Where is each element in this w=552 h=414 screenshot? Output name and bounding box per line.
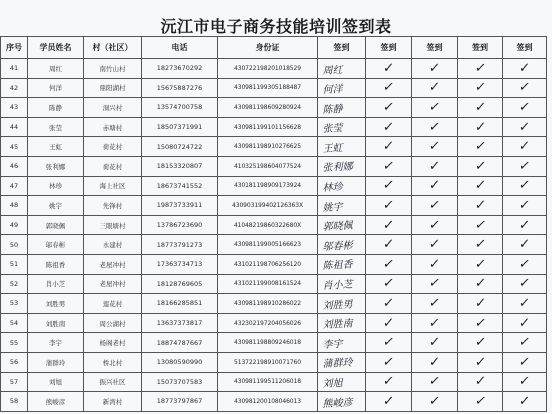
trainee-name: 刘旭 — [28, 372, 84, 392]
row-number: 54 — [1, 313, 28, 333]
check-mark-icon: ✓ — [428, 158, 441, 174]
checkin-cell — [366, 294, 412, 314]
trainee-name: 刘胜男 — [28, 294, 84, 314]
signature: 何洋 — [317, 77, 366, 99]
check-mark-icon: ✓ — [427, 374, 442, 390]
village: 荷花村 — [84, 156, 142, 176]
checkin-cell — [412, 156, 458, 176]
check-mark-icon: ✓ — [517, 158, 532, 175]
check-mark-icon: ✓ — [473, 138, 487, 155]
table-row — [1, 235, 547, 255]
table-row — [1, 196, 547, 216]
check-mark-icon: ✓ — [473, 217, 487, 233]
check-mark-icon: ✓ — [518, 217, 531, 233]
checkin-cell — [503, 78, 547, 98]
checkin-cell — [366, 254, 412, 274]
check-mark-icon: ✓ — [517, 197, 532, 213]
trainee-name: 蒲群玲 — [28, 352, 84, 372]
check-mark-icon: ✓ — [518, 295, 531, 312]
checkin-cell — [503, 254, 547, 274]
check-mark-icon: ✓ — [428, 256, 441, 273]
checkin-cell — [503, 176, 547, 196]
check-mark-icon: ✓ — [518, 119, 531, 135]
row-number: 56 — [1, 352, 28, 372]
checkin-cell — [458, 254, 503, 274]
check-mark-icon: ✓ — [518, 315, 531, 331]
row-number: 48 — [1, 196, 28, 216]
checkin-cell — [458, 333, 503, 353]
signature: 刘胜南 — [317, 312, 366, 334]
village: 永建村 — [84, 235, 142, 255]
id-number: 430722198201018529 — [218, 59, 318, 79]
signature: 蒲群玲 — [317, 351, 366, 373]
signature: 邬春彬 — [317, 234, 366, 256]
checkin-cell — [412, 59, 458, 79]
checkin-cell — [503, 215, 547, 235]
check-mark-icon: ✓ — [473, 295, 487, 312]
table-row — [1, 78, 547, 98]
table-row — [1, 59, 547, 79]
row-number: 57 — [1, 372, 28, 392]
village: 振兴社区 — [84, 372, 142, 392]
checkin-cell — [412, 117, 458, 137]
sign-in-table — [0, 36, 547, 412]
phone: 18773797867 — [142, 392, 218, 412]
checkin-cell — [503, 294, 547, 314]
id-number: 430181198909173924 — [218, 176, 318, 196]
checkin-cell — [458, 117, 503, 137]
checkin-cell — [503, 235, 547, 255]
table-row — [1, 254, 547, 274]
check-mark-icon: ✓ — [382, 295, 395, 312]
checkin-cell — [458, 235, 503, 255]
check-mark-icon: ✓ — [428, 334, 441, 351]
checkin-cell — [366, 313, 412, 333]
row-number: 53 — [1, 294, 28, 314]
table-row — [1, 313, 547, 333]
signature: 刘旭 — [317, 371, 366, 393]
sheet-title: 沅江市电子商务技能培训签到表 — [160, 17, 392, 36]
check-mark-icon: ✓ — [518, 393, 531, 410]
row-number: 41 — [1, 59, 28, 79]
checkin-cell — [503, 156, 547, 176]
check-mark-icon: ✓ — [382, 60, 395, 77]
checkin-cell — [412, 235, 458, 255]
checkin-cell — [366, 235, 412, 255]
header-signin-2: 签到 — [366, 37, 412, 59]
checkin-cell — [503, 196, 547, 216]
id-number: 431021199008161524 — [218, 274, 318, 294]
check-mark-icon: ✓ — [517, 99, 532, 116]
checkin-cell — [412, 254, 458, 274]
checkin-cell — [412, 333, 458, 353]
checkin-cell — [503, 333, 547, 353]
row-number: 43 — [1, 98, 28, 118]
check-mark-icon: ✓ — [427, 295, 442, 312]
check-mark-icon: ✓ — [517, 178, 532, 194]
check-mark-icon: ✓ — [518, 236, 531, 253]
check-mark-icon: ✓ — [381, 256, 396, 273]
checkin-cell — [412, 137, 458, 157]
signature: 郭晓佩 — [317, 214, 366, 236]
check-mark-icon: ✓ — [428, 237, 441, 253]
table-row — [1, 333, 547, 353]
check-mark-icon: ✓ — [473, 236, 487, 253]
check-mark-icon: ✓ — [518, 138, 531, 155]
check-mark-icon: ✓ — [382, 393, 395, 410]
phone: 18166285851 — [142, 294, 218, 314]
row-number: 46 — [1, 156, 28, 176]
table-body — [1, 59, 547, 412]
check-mark-icon: ✓ — [382, 236, 395, 253]
phone: 18153320807 — [142, 156, 218, 176]
id-number: 41048219860322680X — [218, 215, 318, 235]
checkin-cell — [458, 78, 503, 98]
row-number: 44 — [1, 117, 28, 137]
header-signin-5: 签到 — [503, 37, 547, 59]
checkin-cell — [366, 156, 412, 176]
check-mark-icon: ✓ — [381, 80, 396, 96]
row-number: 55 — [1, 333, 28, 353]
row-number: 49 — [1, 215, 28, 235]
checkin-cell — [412, 352, 458, 372]
checkin-cell — [458, 313, 503, 333]
phone: 13637373817 — [142, 313, 218, 333]
id-number: 430981199305188487 — [218, 78, 318, 98]
check-mark-icon: ✓ — [381, 178, 396, 194]
check-mark-icon: ✓ — [428, 80, 441, 96]
checkin-cell — [366, 372, 412, 392]
checkin-cell — [458, 352, 503, 372]
id-number: 430981199511206018 — [218, 372, 318, 392]
village: 杨阁老村 — [84, 333, 142, 353]
checkin-cell — [458, 294, 503, 314]
trainee-name: 刘胜南 — [28, 313, 84, 333]
checkin-cell — [366, 196, 412, 216]
row-number: 52 — [1, 274, 28, 294]
checkin-cell — [412, 215, 458, 235]
signature: 李宇 — [317, 332, 366, 354]
phone: 17363734713 — [142, 254, 218, 274]
table-row — [1, 215, 547, 235]
village: 南竹山村 — [84, 59, 142, 79]
table-row — [1, 352, 547, 372]
checkin-cell — [366, 98, 412, 118]
table-row — [1, 137, 547, 157]
village: 老屋冲村 — [84, 274, 142, 294]
phone: 18773791273 — [142, 235, 218, 255]
phone: 13080590990 — [142, 352, 218, 372]
trainee-name: 姚宇 — [28, 196, 84, 216]
village: 莲花村 — [84, 294, 142, 314]
trainee-name: 张莹 — [28, 117, 84, 137]
table-row — [1, 294, 547, 314]
village: 鼎阳湖村 — [84, 78, 142, 98]
trainee-name: 何洋 — [28, 78, 84, 98]
table-row — [1, 176, 547, 196]
checkin-cell — [458, 274, 503, 294]
check-mark-icon: ✓ — [518, 60, 531, 77]
check-mark-icon: ✓ — [381, 197, 396, 213]
check-mark-icon: ✓ — [382, 315, 395, 331]
phone: 18273670292 — [142, 59, 218, 79]
id-number: 410325198604077524 — [218, 156, 318, 176]
header-no: 序号 — [1, 37, 28, 59]
checkin-cell — [503, 59, 547, 79]
checkin-cell — [458, 59, 503, 79]
check-mark-icon: ✓ — [381, 354, 396, 370]
header-phone: 电话 — [142, 37, 218, 59]
check-mark-icon: ✓ — [381, 99, 396, 116]
phone: 15080724722 — [142, 137, 218, 157]
check-mark-icon: ✓ — [473, 99, 487, 116]
check-mark-icon: ✓ — [517, 276, 532, 292]
id-number: 430981198910276625 — [218, 137, 318, 157]
checkin-cell — [458, 215, 503, 235]
check-mark-icon: ✓ — [427, 275, 442, 292]
phone: 19873733911 — [142, 196, 218, 216]
checkin-cell — [412, 98, 458, 118]
checkin-cell — [412, 78, 458, 98]
trainee-name: 林珍 — [28, 176, 84, 196]
id-number: 430981198609280924 — [218, 98, 318, 118]
checkin-cell — [366, 59, 412, 79]
row-number: 42 — [1, 78, 28, 98]
check-mark-icon: ✓ — [517, 354, 532, 370]
checkin-cell — [412, 313, 458, 333]
phone: 18507371991 — [142, 117, 218, 137]
trainee-name: 周红 — [28, 59, 84, 79]
phone: 15675887276 — [142, 78, 218, 98]
village: 周公湖村 — [84, 313, 142, 333]
check-mark-icon: ✓ — [473, 256, 487, 272]
trainee-name: 李宇 — [28, 333, 84, 353]
checkin-cell — [412, 372, 458, 392]
trainee-name: 肖小芝 — [28, 274, 84, 294]
phone: 13786723690 — [142, 215, 218, 235]
check-mark-icon: ✓ — [381, 158, 396, 175]
checkin-cell — [503, 313, 547, 333]
check-mark-icon: ✓ — [427, 139, 442, 155]
checkin-cell — [503, 352, 547, 372]
trainee-name: 陈祖香 — [28, 254, 84, 274]
signature: 陈祖香 — [317, 253, 366, 275]
checkin-cell — [412, 274, 458, 294]
trainee-name: 熊峻彦 — [28, 392, 84, 412]
check-mark-icon: ✓ — [381, 334, 396, 351]
check-mark-icon: ✓ — [473, 197, 487, 214]
check-mark-icon: ✓ — [473, 158, 487, 174]
header-name: 学员姓名 — [28, 37, 84, 59]
checkin-cell — [412, 196, 458, 216]
check-mark-icon: ✓ — [473, 80, 487, 96]
check-mark-icon: ✓ — [517, 80, 532, 96]
trainee-name: 张利娜 — [28, 156, 84, 176]
checkin-cell — [366, 176, 412, 196]
phone: 13574700758 — [142, 98, 218, 118]
checkin-cell — [503, 98, 547, 118]
check-mark-icon: ✓ — [381, 276, 396, 292]
check-mark-icon: ✓ — [427, 393, 442, 409]
phone: 15073707583 — [142, 372, 218, 392]
checkin-cell — [366, 117, 412, 137]
village: 三眼塘村 — [84, 215, 142, 235]
header-signin-4: 签到 — [458, 37, 503, 59]
row-number: 51 — [1, 254, 28, 274]
signature: 张莹 — [317, 116, 366, 138]
village: 赤塘村 — [84, 117, 142, 137]
village: 洞兴村 — [84, 98, 142, 118]
checkin-cell — [366, 392, 412, 412]
header-signin-3: 签到 — [412, 37, 458, 59]
checkin-cell — [458, 372, 503, 392]
check-mark-icon: ✓ — [473, 119, 487, 135]
check-mark-icon: ✓ — [427, 119, 442, 135]
check-mark-icon: ✓ — [427, 99, 442, 116]
row-number: 58 — [1, 392, 28, 412]
checkin-cell — [366, 274, 412, 294]
village: 老屋冲村 — [84, 254, 142, 274]
signature: 陈静 — [317, 96, 366, 118]
checkin-cell — [458, 137, 503, 157]
check-mark-icon: ✓ — [382, 138, 395, 155]
check-mark-icon: ✓ — [428, 354, 441, 371]
check-mark-icon: ✓ — [517, 334, 532, 351]
check-mark-icon: ✓ — [381, 374, 396, 390]
check-mark-icon: ✓ — [473, 178, 487, 194]
signature: 张利娜 — [317, 155, 366, 177]
check-mark-icon: ✓ — [473, 60, 487, 76]
checkin-cell — [366, 215, 412, 235]
checkin-cell — [503, 274, 547, 294]
village: 荷花村 — [84, 137, 142, 157]
check-mark-icon: ✓ — [473, 393, 487, 410]
signature: 姚宇 — [317, 194, 366, 216]
checkin-cell — [503, 117, 547, 137]
check-mark-icon: ✓ — [517, 256, 532, 273]
phone: 18874787667 — [142, 333, 218, 353]
checkin-cell — [366, 352, 412, 372]
row-number: 45 — [1, 137, 28, 157]
signature: 肖小芝 — [317, 273, 366, 295]
checkin-cell — [412, 176, 458, 196]
checkin-cell — [503, 137, 547, 157]
check-mark-icon: ✓ — [517, 374, 532, 390]
checkin-cell — [503, 372, 547, 392]
signature: 林珍 — [317, 175, 366, 197]
checkin-cell — [458, 156, 503, 176]
checkin-cell — [366, 137, 412, 157]
check-mark-icon: ✓ — [427, 315, 442, 331]
signature: 刘胜男 — [317, 292, 366, 314]
checkin-cell — [412, 392, 458, 412]
checkin-cell — [412, 294, 458, 314]
id-number: 432302197204056026 — [218, 313, 318, 333]
trainee-name: 郭晓佩 — [28, 215, 84, 235]
id-number: 430981200108046013 — [218, 392, 318, 412]
check-mark-icon: ✓ — [473, 276, 487, 292]
check-mark-icon: ✓ — [382, 119, 395, 135]
checkin-cell — [503, 392, 547, 412]
village: 先锋村 — [84, 196, 142, 216]
check-mark-icon: ✓ — [427, 197, 442, 214]
id-number: 430981199005166623 — [218, 235, 318, 255]
table-row — [1, 117, 547, 137]
id-number: 430981198910286022 — [218, 294, 318, 314]
header-row — [1, 37, 547, 59]
check-mark-icon: ✓ — [473, 354, 487, 370]
checkin-cell — [458, 196, 503, 216]
checkin-cell — [366, 333, 412, 353]
signature: 熊峻彦 — [317, 390, 366, 412]
village: 桥北村 — [84, 352, 142, 372]
trainee-name: 邬春彬 — [28, 235, 84, 255]
table-row — [1, 392, 547, 412]
header-village: 村（社区） — [84, 37, 142, 59]
signature: 周红 — [317, 57, 366, 79]
id-number: 513722198910071760 — [218, 352, 318, 372]
table-row — [1, 98, 547, 118]
village: 新湾村 — [84, 392, 142, 412]
checkin-cell — [458, 392, 503, 412]
table-row — [1, 156, 547, 176]
row-number: 47 — [1, 176, 28, 196]
check-mark-icon: ✓ — [473, 315, 487, 331]
check-mark-icon: ✓ — [428, 60, 441, 76]
trainee-name: 王虹 — [28, 137, 84, 157]
checkin-cell — [458, 98, 503, 118]
id-number: 430981199101156628 — [218, 117, 318, 137]
check-mark-icon: ✓ — [428, 177, 441, 194]
check-mark-icon: ✓ — [473, 335, 487, 351]
village: 海上社区 — [84, 176, 142, 196]
row-number: 50 — [1, 235, 28, 255]
phone: 18128769605 — [142, 274, 218, 294]
trainee-name: 陈静 — [28, 98, 84, 118]
check-mark-icon: ✓ — [473, 374, 487, 390]
table-row — [1, 274, 547, 294]
id-number: 431021198706256120 — [218, 254, 318, 274]
checkin-cell — [458, 176, 503, 196]
check-mark-icon: ✓ — [382, 217, 395, 233]
table-row — [1, 372, 547, 392]
check-mark-icon: ✓ — [427, 217, 442, 233]
header-id: 身份证 — [218, 37, 318, 59]
checkin-cell — [366, 78, 412, 98]
signature: 王虹 — [317, 136, 366, 158]
id-number: 430903199402126363X — [218, 196, 318, 216]
id-number: 430981198809246018 — [218, 333, 318, 353]
phone: 18673741552 — [142, 176, 218, 196]
header-signin-1: 签到 — [318, 37, 366, 59]
